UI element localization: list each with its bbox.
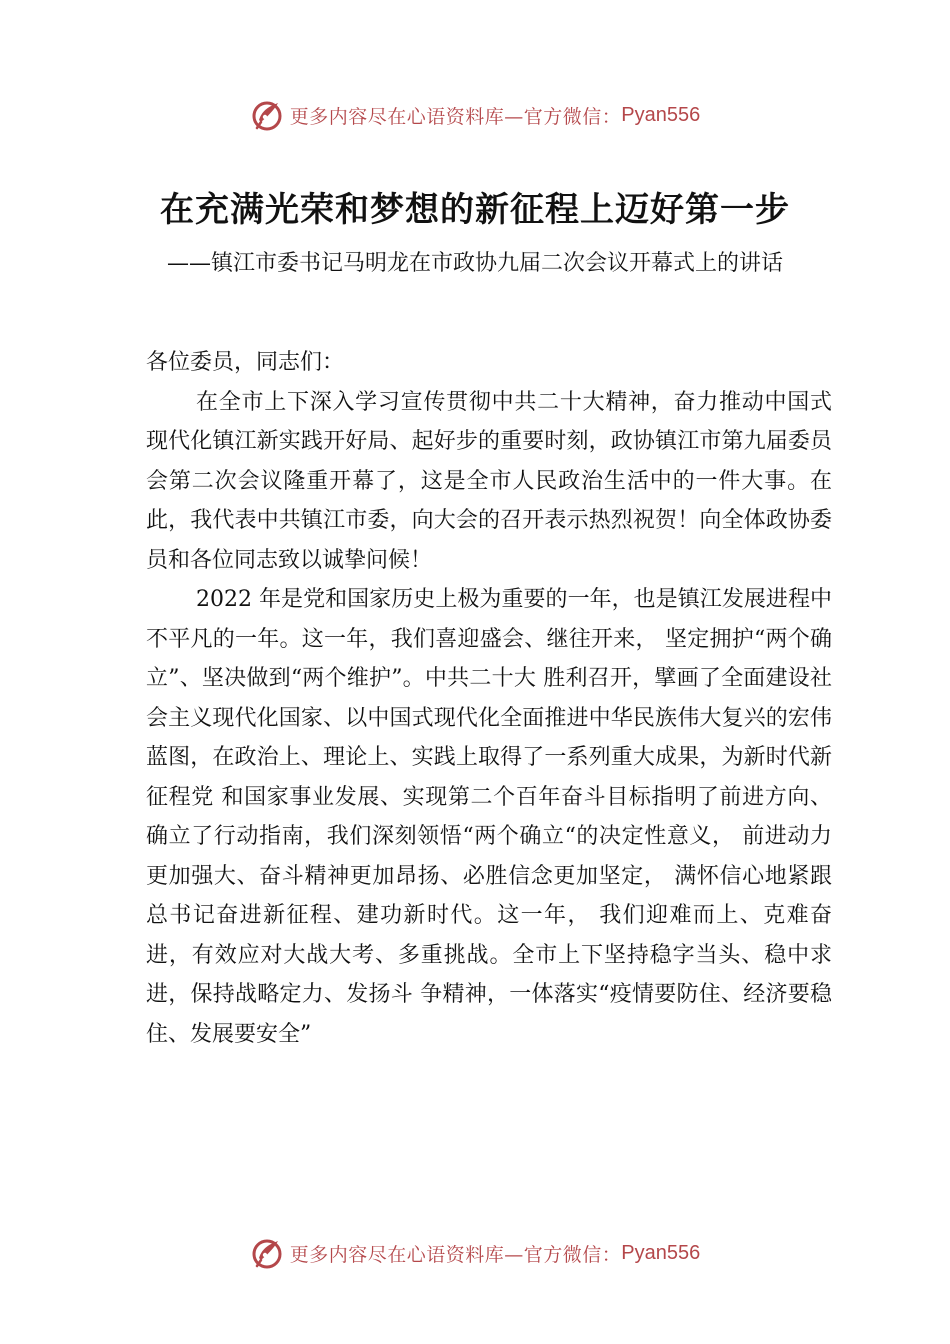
document-body — [146, 343, 832, 1054]
document-title: 在充满光荣和梦想的新征程上迈好第一步 — [160, 190, 790, 230]
watermark-content — [250, 1236, 700, 1270]
watermark-banner-bottom — [0, 1233, 950, 1273]
greeting: 各位委员，同志们： — [146, 350, 345, 375]
brand-logo-icon — [250, 1236, 284, 1270]
paragraph: 2022 年是党和国家历史上极为重要的一年，也是镇江发展进程中不平凡的一年。这一年，我们喜迎盛会、继往开来， 坚定拥护“两个确立”、坚决做到“两个维护”。中共二十大 胜利召开，擘画了全面建设社会主义现代化国家、以中国式现代化全面推进中华民族伟大复兴的宏伟蓝图，在政治上、理论上、实践上取得了一系列重大成果，为新时代新征程党 和国家事业发展、实现第二个百年奋斗目标指明了前进方向、确立了行动指南，我们深刻领悟“两个确立“的决定性意义， 前进动力更加强大、奋斗精神更加昂扬、必胜信念更加坚定， 满怀信心地紧跟总书记奋进新征程、建功新时代。这一年， 我们迎难而上、克难奋进，有效应对大战大考、多重挑战。全市上下坚持稳字当头、稳中求进，保持战略定力、发扬斗 争精神，一体落实“疫情要防住、经济要稳住、发展要安全” — [146, 587, 832, 1047]
watermark-content — [250, 98, 700, 132]
watermark-banner-top — [0, 95, 950, 135]
watermark-text: 更多内容尽在心语资料库—官方微信： — [289, 1243, 622, 1266]
watermark-text: 更多内容尽在心语资料库—官方微信： — [289, 105, 622, 128]
document-subtitle: ——镇江市委书记马明龙在市政协九届二次会议开幕式上的讲话 — [166, 251, 783, 276]
watermark-wechat-id: Pyan556 — [621, 1241, 701, 1264]
paragraph: 在全市上下深入学习宣传贯彻中共二十大精神，奋力推动中国式现代化镇江新实践开好局、起好步的重要时刻，政协镇江市第九届委员会第二次会议隆重开幕了，这是全市人民政治生活中的一件大事。在此，我代表中共镇江市委，向大会的召开表示热烈祝贺！向全体政协委员和各位同志致以诚挚问候！ — [146, 389, 832, 573]
watermark-wechat-id: Pyan556 — [621, 103, 701, 126]
brand-logo-icon — [250, 98, 284, 132]
